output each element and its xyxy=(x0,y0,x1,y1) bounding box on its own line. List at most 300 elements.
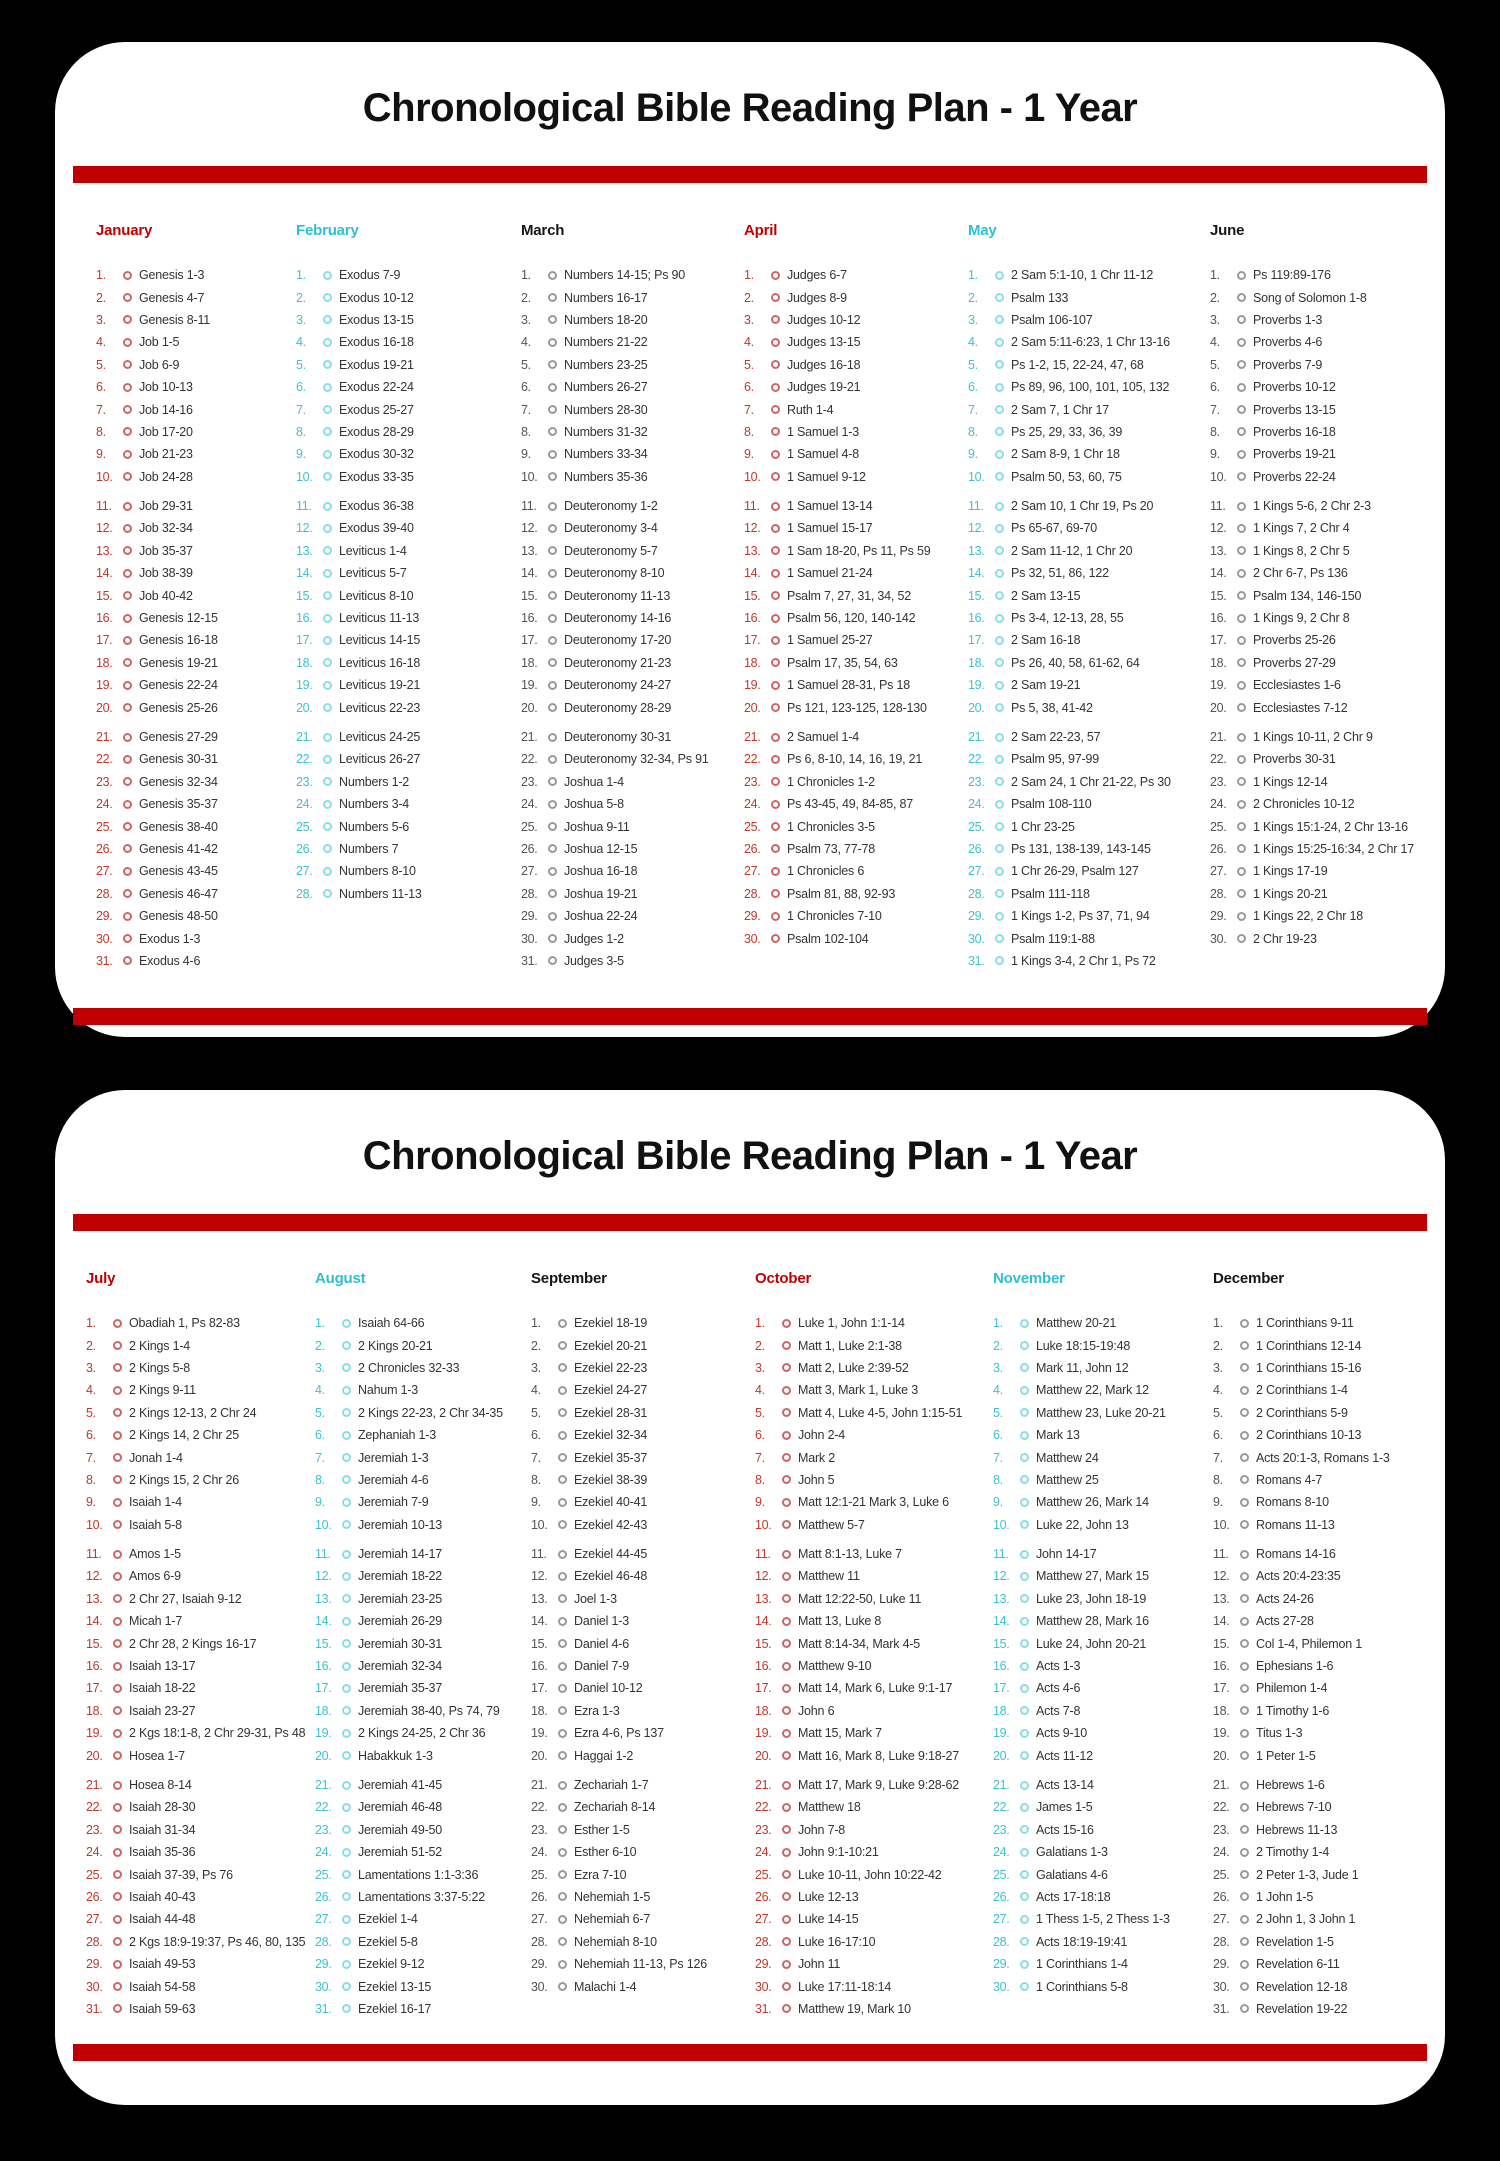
checkbox-circle-icon xyxy=(771,844,780,853)
reading-text: Job 35-37 xyxy=(139,543,193,558)
reading-text: Exodus 10-12 xyxy=(339,290,414,305)
reading-row xyxy=(296,331,531,353)
reading-row xyxy=(993,1357,1228,1379)
day-number: 13. xyxy=(96,543,113,558)
day-number: 28. xyxy=(744,886,761,901)
reading-row xyxy=(744,562,979,584)
checkbox-circle-icon xyxy=(1237,338,1246,347)
day-number: 24. xyxy=(86,1845,103,1860)
checkbox-circle-icon xyxy=(1020,1982,1029,1991)
checkbox-circle-icon xyxy=(1240,1319,1249,1328)
reading-text: Isaiah 49-53 xyxy=(129,1957,196,1972)
reading-text: Philemon 1-4 xyxy=(1256,1681,1328,1696)
reading-text: Daniel 10-12 xyxy=(574,1681,643,1696)
day-number: 23. xyxy=(315,1822,332,1837)
reading-row xyxy=(296,540,531,562)
day-number: 13. xyxy=(531,1591,548,1606)
reading-row xyxy=(993,1908,1228,1930)
reading-text: Matt 12:1-21 Mark 3, Luke 6 xyxy=(798,1495,949,1510)
reading-row xyxy=(521,793,756,815)
day-number: 8. xyxy=(521,424,531,439)
reading-text: Jeremiah 30-31 xyxy=(358,1636,443,1651)
reading-text: Leviticus 1-4 xyxy=(339,543,407,558)
checkbox-circle-icon xyxy=(113,1803,122,1812)
checkbox-circle-icon xyxy=(1237,472,1246,481)
checkbox-circle-icon xyxy=(323,502,332,511)
reading-row xyxy=(755,1677,990,1699)
reading-row xyxy=(755,1565,990,1587)
reading-text: Luke 1, John 1:1-14 xyxy=(798,1316,905,1331)
day-number: 13. xyxy=(968,543,985,558)
month-header: June xyxy=(1210,222,1245,239)
reading-row xyxy=(296,838,531,860)
day-number: 14. xyxy=(521,566,538,581)
day-number: 16. xyxy=(296,611,313,626)
reading-text: Job 40-42 xyxy=(139,588,193,603)
checkbox-circle-icon xyxy=(123,636,132,645)
reading-row xyxy=(744,793,979,815)
checkbox-circle-icon xyxy=(1237,502,1246,511)
reading-text: Ezekiel 5-8 xyxy=(358,1934,418,1949)
checkbox-circle-icon xyxy=(323,383,332,392)
checkbox-circle-icon xyxy=(782,1319,791,1328)
reading-row xyxy=(755,1819,990,1841)
checkbox-circle-icon xyxy=(771,733,780,742)
reading-text: 2 Kings 24-25, 2 Chr 36 xyxy=(358,1726,486,1741)
checkbox-circle-icon xyxy=(558,1662,567,1671)
reading-text: Proverbs 30-31 xyxy=(1253,752,1336,767)
reading-row xyxy=(315,1796,550,1818)
checkbox-circle-icon xyxy=(771,472,780,481)
checkbox-circle-icon xyxy=(558,1363,567,1372)
month-readings-list xyxy=(744,264,979,950)
reading-row xyxy=(993,1677,1228,1699)
checkbox-circle-icon xyxy=(995,733,1004,742)
reading-text: Genesis 19-21 xyxy=(139,655,218,670)
checkbox-circle-icon xyxy=(113,1319,122,1328)
reading-text: Ps 1-2, 15, 22-24, 47, 68 xyxy=(1011,357,1144,372)
reading-row xyxy=(1213,1312,1448,1334)
reading-row xyxy=(531,1491,766,1513)
reading-text: Lamentations 3:37-5:22 xyxy=(358,1889,485,1904)
reading-row xyxy=(755,1931,990,1953)
reading-row xyxy=(993,1446,1228,1468)
reading-row xyxy=(993,1491,1228,1513)
reading-text: Acts 27-28 xyxy=(1256,1614,1314,1629)
reading-text: Deuteronomy 30-31 xyxy=(564,730,672,744)
checkbox-circle-icon xyxy=(342,1937,351,1946)
reading-row xyxy=(531,1655,766,1677)
checkbox-circle-icon xyxy=(995,912,1004,921)
day-number: 15. xyxy=(1210,588,1227,603)
day-number: 19. xyxy=(315,1726,332,1741)
reading-row xyxy=(968,905,1203,927)
month-header: January xyxy=(96,222,153,239)
day-number: 31. xyxy=(315,2001,332,2016)
checkbox-circle-icon xyxy=(1020,1825,1029,1834)
reading-row xyxy=(1210,421,1445,443)
day-number: 20. xyxy=(531,1748,548,1763)
checkbox-circle-icon xyxy=(113,1453,122,1462)
reading-text: Jeremiah 4-6 xyxy=(358,1472,429,1487)
checkbox-circle-icon xyxy=(1020,1498,1029,1507)
reading-row xyxy=(531,1908,766,1930)
day-number: 8. xyxy=(86,1472,96,1487)
checkbox-circle-icon xyxy=(113,1662,122,1671)
checkbox-circle-icon xyxy=(995,450,1004,459)
page-1-panel xyxy=(55,42,1445,1037)
day-number: 6. xyxy=(521,380,531,395)
day-number: 20. xyxy=(315,1748,332,1763)
reading-text: Mark 2 xyxy=(798,1450,836,1465)
reading-row xyxy=(968,674,1203,696)
reading-row xyxy=(755,1312,990,1334)
month-readings-list xyxy=(1213,1312,1448,2020)
day-number: 1. xyxy=(993,1316,1003,1331)
checkbox-circle-icon xyxy=(1240,1848,1249,1857)
day-number: 13. xyxy=(86,1591,103,1606)
checkbox-circle-icon xyxy=(323,614,332,623)
reading-row xyxy=(968,286,1203,308)
reading-row xyxy=(315,1655,550,1677)
reading-text: Luke 17:11-18:14 xyxy=(798,1979,892,1994)
reading-text: Matt 2, Luke 2:39-52 xyxy=(798,1360,909,1375)
checkbox-circle-icon xyxy=(771,934,780,943)
day-number: 31. xyxy=(521,953,538,968)
checkbox-circle-icon xyxy=(342,1915,351,1924)
checkbox-circle-icon xyxy=(342,1453,351,1462)
day-number: 8. xyxy=(993,1472,1003,1487)
reading-text: Joel 1-3 xyxy=(574,1591,617,1606)
reading-row xyxy=(993,1632,1228,1654)
reading-row xyxy=(1210,748,1445,770)
checkbox-circle-icon xyxy=(113,1639,122,1648)
reading-row xyxy=(744,376,979,398)
day-number: 7. xyxy=(968,402,978,417)
reading-text: Job 17-20 xyxy=(139,424,193,439)
checkbox-circle-icon xyxy=(995,755,1004,764)
checkbox-circle-icon xyxy=(782,1937,791,1946)
checkbox-circle-icon xyxy=(771,681,780,690)
reading-row xyxy=(1213,1402,1448,1424)
checkbox-circle-icon xyxy=(1240,1781,1249,1790)
reading-text: Deuteronomy 11-13 xyxy=(564,588,671,603)
reading-row xyxy=(1210,562,1445,584)
day-number: 18. xyxy=(521,655,538,670)
day-number: 10. xyxy=(531,1517,548,1532)
day-number: 31. xyxy=(755,2001,772,2016)
reading-row xyxy=(96,927,331,949)
checkbox-circle-icon xyxy=(1020,1662,1029,1671)
reading-text: John 14-17 xyxy=(1036,1547,1097,1562)
checkbox-circle-icon xyxy=(995,293,1004,302)
day-number: 8. xyxy=(968,424,978,439)
reading-text: Acts 18:19-19:41 xyxy=(1036,1934,1128,1949)
reading-row xyxy=(968,726,1203,748)
reading-text: 2 Timothy 1-4 xyxy=(1256,1845,1330,1860)
reading-row xyxy=(1213,1841,1448,1863)
reading-row xyxy=(1213,1357,1448,1379)
reading-row xyxy=(968,815,1203,837)
checkbox-circle-icon xyxy=(548,755,557,764)
reading-row xyxy=(521,838,756,860)
reading-text: Revelation 6-11 xyxy=(1256,1957,1340,1972)
reading-row xyxy=(755,1841,990,1863)
reading-row xyxy=(531,1469,766,1491)
reading-text: Hebrews 7-10 xyxy=(1256,1800,1332,1815)
checkbox-circle-icon xyxy=(323,755,332,764)
checkbox-circle-icon xyxy=(995,405,1004,414)
reading-text: Genesis 16-18 xyxy=(139,633,218,648)
reading-text: Proverbs 19-21 xyxy=(1253,447,1336,462)
day-number: 3. xyxy=(1213,1360,1223,1375)
checkbox-circle-icon xyxy=(771,889,780,898)
day-number: 27. xyxy=(993,1912,1010,1927)
reading-text: Job 38-39 xyxy=(139,566,193,581)
day-number: 26. xyxy=(315,1889,332,1904)
checkbox-circle-icon xyxy=(1020,1363,1029,1372)
reading-text: Joshua 12-15 xyxy=(564,841,638,856)
reading-text: Exodus 39-40 xyxy=(339,521,414,536)
reading-text: Numbers 35-36 xyxy=(564,469,648,484)
reading-row xyxy=(1210,331,1445,353)
reading-text: 1 Corinthians 5-8 xyxy=(1036,1979,1128,1994)
checkbox-circle-icon xyxy=(1240,1453,1249,1462)
reading-text: Numbers 14-15; Ps 90 xyxy=(564,268,686,283)
day-number: 27. xyxy=(86,1912,103,1927)
checkbox-circle-icon xyxy=(771,755,780,764)
reading-text: Judges 8-9 xyxy=(787,290,847,305)
reading-text: Ruth 1-4 xyxy=(787,402,834,417)
checkbox-circle-icon xyxy=(771,338,780,347)
reading-text: 1 Samuel 9-12 xyxy=(787,469,866,484)
checkbox-circle-icon xyxy=(548,822,557,831)
day-number: 11. xyxy=(1210,499,1226,514)
checkbox-circle-icon xyxy=(1237,427,1246,436)
reading-text: Luke 10-11, John 10:22-42 xyxy=(798,1867,942,1882)
reading-row xyxy=(315,1402,550,1424)
reading-row xyxy=(315,1312,550,1334)
checkbox-circle-icon xyxy=(1020,1475,1029,1484)
reading-row xyxy=(1213,1908,1448,1930)
reading-row xyxy=(86,1953,321,1975)
day-number: 23. xyxy=(744,774,761,789)
day-number: 7. xyxy=(521,402,531,417)
checkbox-circle-icon xyxy=(782,1520,791,1529)
reading-row xyxy=(521,354,756,376)
reading-text: Proverbs 25-26 xyxy=(1253,633,1336,648)
day-number: 10. xyxy=(1210,469,1227,484)
reading-row xyxy=(531,1543,766,1565)
reading-text: Matt 17, Mark 9, Luke 9:28-62 xyxy=(798,1778,959,1792)
day-number: 23. xyxy=(521,774,538,789)
checkbox-circle-icon xyxy=(1237,524,1246,533)
day-number: 22. xyxy=(531,1800,548,1815)
reading-text: Acts 24-26 xyxy=(1256,1591,1314,1606)
checkbox-circle-icon xyxy=(1237,822,1246,831)
reading-text: Galatians 1-3 xyxy=(1036,1845,1108,1860)
reading-row xyxy=(521,376,756,398)
reading-row xyxy=(521,443,756,465)
reading-row xyxy=(1210,674,1445,696)
reading-row xyxy=(993,1886,1228,1908)
reading-text: Acts 4-6 xyxy=(1036,1681,1081,1696)
month-readings-list xyxy=(993,1312,1228,1998)
reading-text: 1 Chr 23-25 xyxy=(1011,819,1075,834)
reading-row xyxy=(531,1424,766,1446)
reading-row xyxy=(315,1543,550,1565)
day-number: 8. xyxy=(96,424,106,439)
reading-text: Exodus 36-38 xyxy=(339,499,414,514)
day-number: 3. xyxy=(968,312,978,327)
day-number: 2. xyxy=(993,1338,1003,1353)
day-number: 8. xyxy=(1210,424,1220,439)
checkbox-circle-icon xyxy=(1020,1892,1029,1901)
checkbox-circle-icon xyxy=(995,614,1004,623)
month-header: November xyxy=(993,1270,1065,1287)
checkbox-circle-icon xyxy=(342,1550,351,1559)
reading-text: Ps 5, 38, 41-42 xyxy=(1011,700,1093,715)
reading-text: Job 32-34 xyxy=(139,521,193,536)
day-number: 4. xyxy=(744,335,754,350)
checkbox-circle-icon xyxy=(782,1982,791,1991)
day-number: 3. xyxy=(993,1360,1003,1375)
reading-text: Matthew 9-10 xyxy=(798,1659,872,1674)
day-number: 24. xyxy=(993,1845,1010,1860)
reading-text: 1 Chronicles 6 xyxy=(787,864,865,879)
day-number: 7. xyxy=(96,402,106,417)
reading-row xyxy=(755,1334,990,1356)
reading-row xyxy=(755,1588,990,1610)
checkbox-circle-icon xyxy=(1237,315,1246,324)
checkbox-circle-icon xyxy=(1020,1341,1029,1350)
reading-text: Numbers 5-6 xyxy=(339,819,410,834)
reading-row xyxy=(968,883,1203,905)
reading-row xyxy=(993,1700,1228,1722)
reading-text: 2 John 1, 3 John 1 xyxy=(1256,1912,1356,1927)
reading-text: Isaiah 1-4 xyxy=(129,1495,182,1510)
reading-text: Esther 1-5 xyxy=(574,1822,630,1837)
day-number: 17. xyxy=(296,633,313,648)
reading-text: Ps 119:89-176 xyxy=(1253,268,1331,283)
day-number: 27. xyxy=(744,864,761,879)
reading-row xyxy=(744,466,979,488)
day-number: 8. xyxy=(296,424,306,439)
reading-text: Psalm 81, 88, 92-93 xyxy=(787,886,896,901)
day-number: 15. xyxy=(968,588,985,603)
day-number: 11. xyxy=(86,1547,102,1562)
checkbox-circle-icon xyxy=(123,383,132,392)
day-number: 30. xyxy=(755,1979,772,1994)
reading-row xyxy=(96,905,331,927)
checkbox-circle-icon xyxy=(123,427,132,436)
reading-text: 1 Peter 1-5 xyxy=(1256,1748,1316,1763)
checkbox-circle-icon xyxy=(995,636,1004,645)
reading-text: Luke 12-13 xyxy=(798,1889,859,1904)
reading-row xyxy=(296,562,531,584)
day-number: 9. xyxy=(1210,447,1220,462)
reading-text: 1 Timothy 1-6 xyxy=(1256,1703,1330,1718)
day-number: 4. xyxy=(1213,1383,1223,1398)
red-divider-top xyxy=(73,1214,1427,1231)
day-number: 9. xyxy=(744,447,754,462)
month-readings-list xyxy=(315,1312,550,2020)
day-number: 29. xyxy=(521,909,538,924)
checkbox-circle-icon xyxy=(123,293,132,302)
checkbox-circle-icon xyxy=(123,591,132,600)
reading-text: Ezekiel 40-41 xyxy=(574,1495,648,1510)
checkbox-circle-icon xyxy=(323,733,332,742)
day-number: 4. xyxy=(993,1383,1003,1398)
reading-row xyxy=(993,1514,1228,1536)
reading-text: 1 Samuel 1-3 xyxy=(787,424,859,439)
checkbox-circle-icon xyxy=(342,1639,351,1648)
day-number: 27. xyxy=(521,864,538,879)
day-number: 26. xyxy=(531,1889,548,1904)
day-number: 7. xyxy=(755,1450,765,1465)
day-number: 4. xyxy=(1210,335,1220,350)
reading-text: 1 Kings 7, 2 Chr 4 xyxy=(1253,521,1350,536)
reading-row xyxy=(315,1841,550,1863)
day-number: 13. xyxy=(1213,1591,1230,1606)
reading-row xyxy=(1210,905,1445,927)
checkbox-circle-icon xyxy=(1240,1572,1249,1581)
reading-text: Revelation 1-5 xyxy=(1256,1934,1334,1949)
checkbox-circle-icon xyxy=(771,800,780,809)
checkbox-circle-icon xyxy=(782,1848,791,1857)
reading-row xyxy=(96,950,331,972)
reading-text: John 5 xyxy=(798,1472,835,1487)
reading-row xyxy=(315,1469,550,1491)
day-number: 2. xyxy=(531,1338,541,1353)
checkbox-circle-icon xyxy=(1240,1870,1249,1879)
day-number: 10. xyxy=(968,469,985,484)
checkbox-circle-icon xyxy=(782,1475,791,1484)
checkbox-circle-icon xyxy=(558,1386,567,1395)
day-number: 11. xyxy=(968,499,984,514)
reading-row xyxy=(993,1565,1228,1587)
checkbox-circle-icon xyxy=(123,867,132,876)
reading-row xyxy=(968,748,1203,770)
day-number: 18. xyxy=(96,655,113,670)
reading-text: Judges 6-7 xyxy=(787,268,847,283)
checkbox-circle-icon xyxy=(782,1431,791,1440)
reading-row xyxy=(296,421,531,443)
reading-text: Zechariah 8-14 xyxy=(574,1800,656,1815)
reading-row xyxy=(1213,1774,1448,1796)
reading-text: Jeremiah 35-37 xyxy=(358,1681,443,1696)
checkbox-circle-icon xyxy=(342,1781,351,1790)
checkbox-circle-icon xyxy=(123,733,132,742)
checkbox-circle-icon xyxy=(1237,360,1246,369)
reading-row xyxy=(1213,1588,1448,1610)
checkbox-circle-icon xyxy=(548,383,557,392)
day-number: 18. xyxy=(1210,655,1227,670)
reading-row xyxy=(86,1379,321,1401)
reading-text: Isaiah 31-34 xyxy=(129,1822,196,1837)
reading-row xyxy=(1213,1514,1448,1536)
day-number: 1. xyxy=(744,268,754,283)
checkbox-circle-icon xyxy=(1237,293,1246,302)
reading-text: Judges 10-12 xyxy=(787,312,861,327)
checkbox-circle-icon xyxy=(342,1848,351,1857)
reading-text: Isaiah 23-27 xyxy=(129,1703,196,1718)
checkbox-circle-icon xyxy=(771,569,780,578)
checkbox-circle-icon xyxy=(342,1751,351,1760)
reading-row xyxy=(993,1975,1228,1997)
reading-text: Isaiah 28-30 xyxy=(129,1800,196,1815)
reading-text: Job 14-16 xyxy=(139,402,193,417)
